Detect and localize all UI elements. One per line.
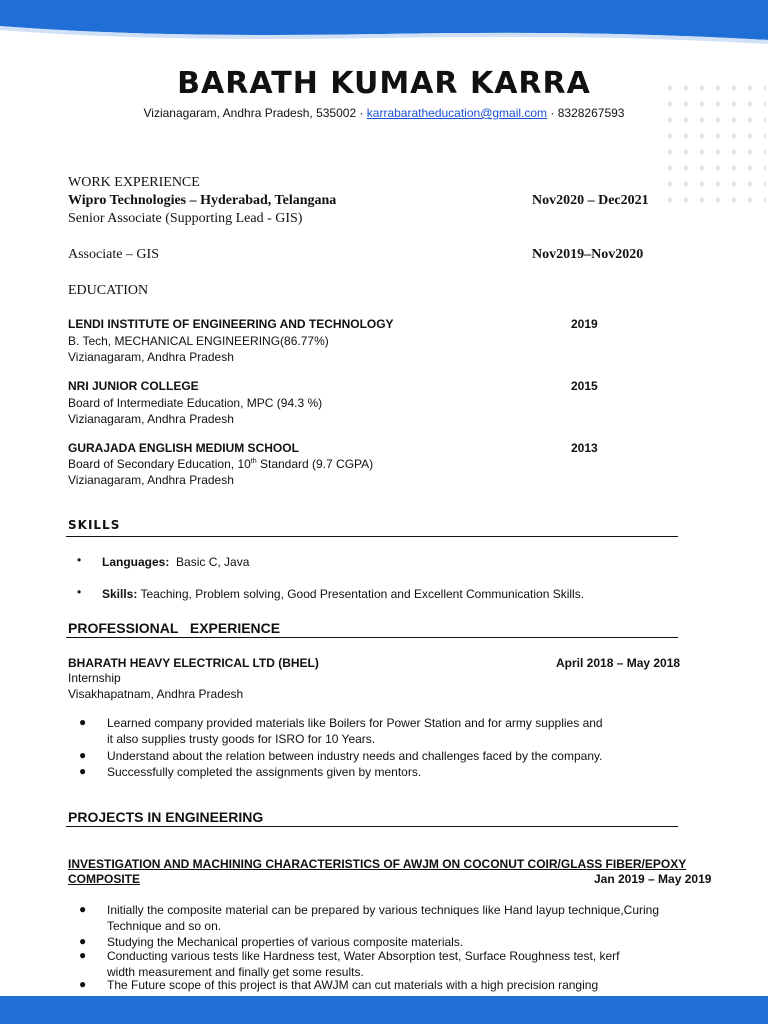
contact-line	[0, 106, 768, 120]
bullet-icon: •	[77, 553, 82, 567]
project-bullet-3: Conducting various tests like Hardness test, Water Absorption test, Surface Roughness test, kerf width measurement and finally get some results.	[107, 949, 620, 979]
edu-1-name: LENDI INSTITUTE OF ENGINEERING AND TECHNOLOGY	[68, 317, 394, 331]
bhel-bullet-3: Successfully completed the assignments given by mentors.	[107, 765, 422, 779]
address: Vizianagaram, Andhra Pradesh, 535002 ·	[143, 106, 367, 120]
candidate-name: BARATH KUMAR KARRA	[177, 66, 591, 101]
education-heading: EDUCATION	[68, 283, 149, 298]
work-dates-1: Nov2020 – Dec2021	[532, 193, 649, 208]
bullet-icon: ●	[79, 948, 87, 962]
bhel-role: Internship	[68, 671, 121, 685]
project-title-line-2: COMPOSITE	[68, 872, 141, 886]
email-link[interactable]: karrabaratheducation@gmail.com	[366, 106, 548, 120]
edu-2-name: NRI JUNIOR COLLEGE	[68, 379, 199, 393]
skill-skills: Skills: Teaching, Problem solving, Good Presentation and Excellent Communication Skills.	[102, 587, 585, 601]
edu-2-year: 2015	[571, 379, 598, 393]
professional-heading: PROFESSIONAL EXPERIENCE	[68, 620, 281, 636]
bhel-location: Visakhapatnam, Andhra Pradesh	[68, 687, 244, 701]
work-role-1: Senior Associate (Supporting Lead - GIS)	[68, 211, 303, 226]
bottom-accent-band	[0, 996, 768, 1024]
edu-1-location: Vizianagaram, Andhra Pradesh	[68, 350, 234, 364]
bhel-bullet-1: Learned company provided materials like Boilers for Power Station and for army supplies and it also supplies trusty goods for ISRO for 10 Years.	[107, 716, 603, 746]
bullet-icon: ●	[79, 715, 87, 729]
bullet-icon: ●	[79, 748, 87, 762]
bullet-icon: ●	[79, 902, 87, 916]
project-bullet-1: Initially the composite material can be prepared by various techniques like Hand layup technique,Curing Technique and so on.	[107, 903, 659, 933]
edu-3-degree: Board of Secondary Education, 10th Standard (9.7 CGPA)	[68, 457, 374, 471]
edu-1-degree: B. Tech, MECHANICAL ENGINEERING(86.77%)	[68, 334, 329, 348]
edu-3-location: Vizianagaram, Andhra Pradesh	[68, 473, 234, 487]
projects-rule	[66, 826, 678, 827]
work-company: Wipro Technologies – Hyderabad, Telangana	[68, 193, 337, 208]
skill-languages: Languages: Basic C, Java	[102, 555, 250, 569]
work-dates-2: Nov2019–Nov2020	[532, 247, 644, 262]
project-bullet-4: The Future scope of this project is that AWJM can cut materials with a high precision ranging	[107, 978, 599, 992]
professional-rule	[66, 637, 678, 638]
skills-rule	[66, 536, 678, 537]
skills-heading: SKILLS	[68, 518, 121, 532]
projects-heading: PROJECTS IN ENGINEERING	[68, 809, 264, 825]
work-experience-heading: WORK EXPERIENCE	[68, 175, 200, 190]
work-role-2: Associate – GIS	[68, 247, 159, 262]
top-accent-band	[0, 0, 768, 48]
phone: · 8328267593	[547, 106, 625, 120]
edu-3-name: GURAJADA ENGLISH MEDIUM SCHOOL	[68, 441, 299, 455]
project-dates: Jan 2019 – May 2019	[594, 872, 712, 886]
edu-2-degree: Board of Intermediate Education, MPC (94.3 %)	[68, 396, 323, 410]
bullet-icon: ●	[79, 977, 87, 991]
bullet-icon: •	[77, 585, 82, 599]
project-title-line-1: INVESTIGATION AND MACHINING CHARACTERISTICS OF AWJM ON COCONUT COIR/GLASS FIBER/EPOXY	[68, 857, 687, 871]
bullet-icon: ●	[79, 764, 87, 778]
project-bullet-2: Studying the Mechanical properties of various composite materials.	[107, 935, 464, 949]
edu-2-location: Vizianagaram, Andhra Pradesh	[68, 412, 234, 426]
bullet-icon: ●	[79, 934, 87, 948]
edu-1-year: 2019	[571, 317, 598, 331]
bhel-company: BHARATH HEAVY ELECTRICAL LTD (BHEL)	[68, 656, 319, 670]
bhel-bullet-2: Understand about the relation between industry needs and challenges faced by the company.	[107, 749, 603, 763]
bhel-dates: April 2018 – May 2018	[556, 656, 681, 670]
edu-3-year: 2013	[571, 441, 598, 455]
